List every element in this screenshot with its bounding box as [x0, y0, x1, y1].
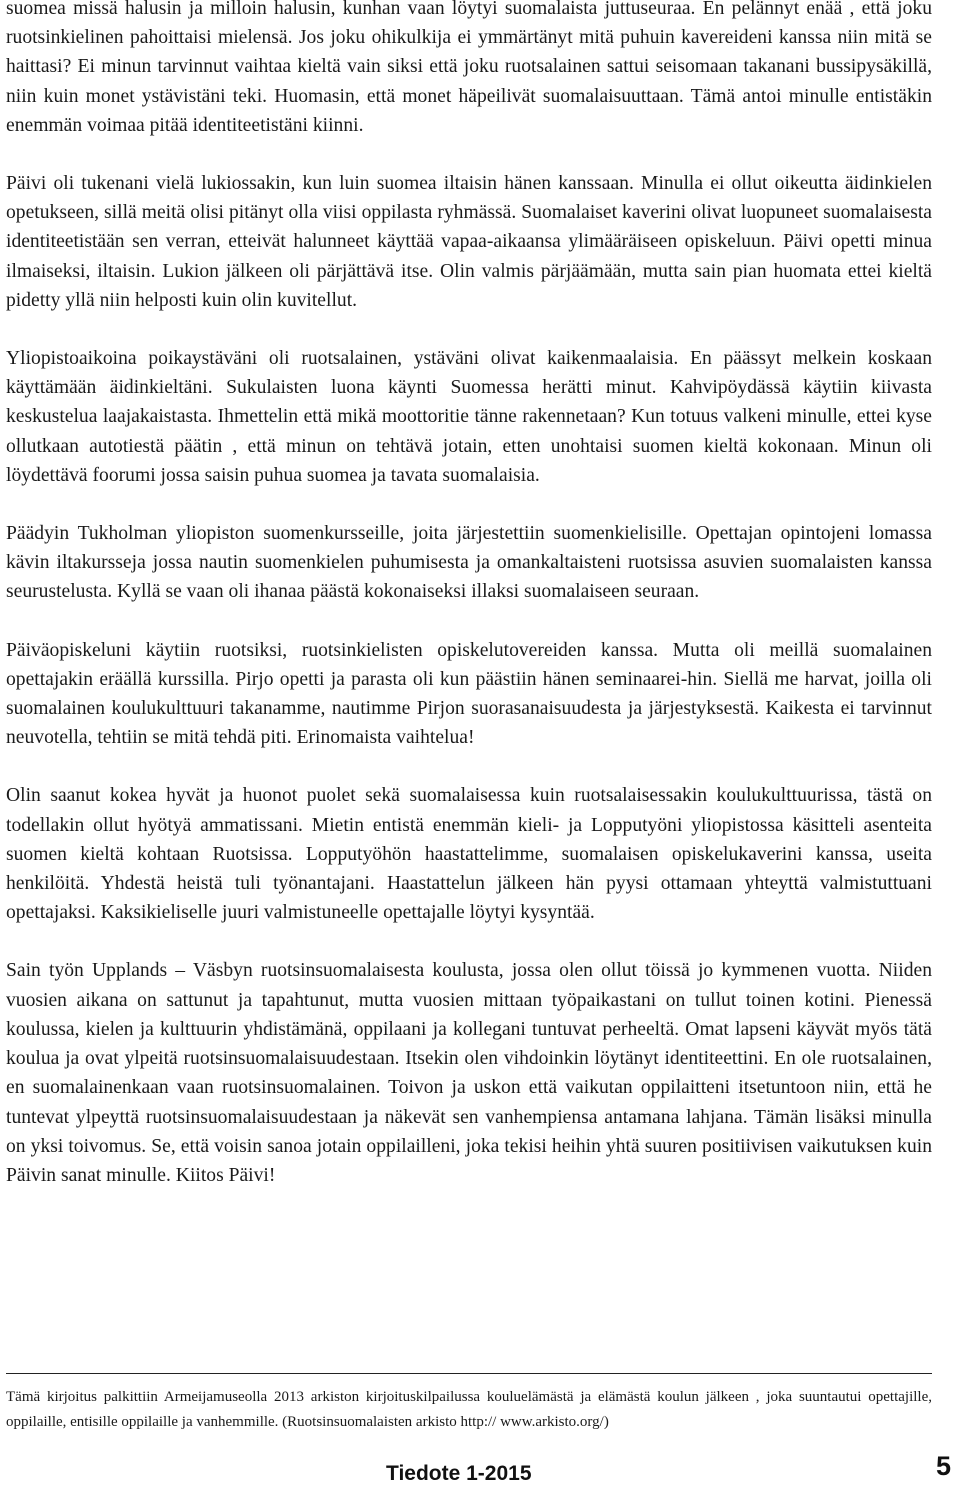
article-paragraph-1: suomea missä halusin ja milloin halusin, kunhan vaan löytyi suomalaista juttuseuraa. En pelännyt enää , että joku ruotsinkielinen pahoittaisi mielensä. Jos joku ohikulkija ei ymmärtänyt mitä puhuin kavereideni kanssa niin mitä se haittasi? Ei minun tarvinnut vaihtaa kieltä vain siksi että joku ruotsalainen sattui seisomaan takanani bussipysäkillä, niin kuin monet ystävistäni teki. Huomasin, että monet häpeilivät suomalaisuuttaan. Tämä antoi minulle entistäkin enemmän voimaa pitää identiteetistäni kiinni.: [6, 0, 932, 136]
article-body: [6, 0, 932, 1219]
article-paragraph-6: Olin saanut kokea hyvät ja huonot puolet sekä suomalaisessa kuin ruotsalaisessakin koulukulttuurissa, tästä on todellakin ollut hyötyä ammatissani. Mietin entistä enemmän kieli- ja Lopputyöni yliopistossa käsitteli asenteita suomen kieltä kohtaan Ruotsissa. Lopputyöhön haastattelimme, suomalaisen opiskelukaverini kanssa, useita henkilöitä. Yhdestä heistä tuli työnantajani. Haastattelun jälkeen hän pyysi ottamaan yhteyttä valmistuttuani opettajaksi. Kaksikieliselle juuri valmistuneelle opettajalle löytyi kysyntää.: [6, 785, 932, 924]
article-paragraph-4: Päädyin Tukholman yliopiston suomenkursseille, joita järjestettiin suomenkielisille. Opettajan opintojeni lomassa kävin iltakursseja jossa nautin suomenkielen puhumisesta ja omankaltaisteni ruotsissa asuvien suomalaisten kanssa seurustelusta. Kyllä se vaan oli ihanaa päästä kokonaiseksi illaksi suomalaiseen seuraan.: [6, 523, 932, 603]
page-number: 5: [936, 1451, 952, 1481]
article-paragraph-2: Päivi oli tukenani vielä lukiossakin, kun luin suomea iltaisin hänen kanssaan. Minulla ei ollut oikeutta äidinkielen opetukseen, sillä meitä olisi pitänyt olla viisi oppilasta ryhmässä. Suomalaiset kaverini olivat luopuneet suomalaisesta identiteetistään sen verran, etteivät halunneet käyttää vapaa-aikaansa ylimääräiseen opiskeluun. Päivi opetti minua ilmaiseksi, iltaisin. Lukion jälkeen oli pärjättävä itse. Olin valmis pärjäämään, mutta sain pian huomata ettei kieltä pidetty yllä niin helposti kuin olin kuvitellut.: [6, 173, 932, 311]
article-paragraph-5: Päiväopiskeluni käytiin ruotsiksi, ruotsinkielisten opiskelutovereiden kanssa. Mutta oli meillä suomalainen opettajakin eräällä kurssilla. Pirjo opetti ja parasta oli kun päästiin hänen seminaarei-hin. Siellä me harvat, joilla oli suomalainen koulukulttuuri takanamme, nautimme Pirjon suorasanaisuudesta ja järjestyksestä. Kaikesta ei tarvinnut neuvotella, tehtiin se mitä tehdä piti. Erinomaista vaihtelua!: [6, 639, 932, 749]
footnote: Tämä kirjoitus palkittiin Armeijamuseolla 2013 arkiston kirjoituskilpailussa kouluelämästä ja elämästä koulun jälkeen , joka suuntautui opettajille, oppilaille, entisille oppilaille ja vanhemmille. (Ruotsinsuomalaisten arkisto http:// www.arkisto.org/): [6, 1389, 932, 1430]
publication-title: Tiedote 1-2015: [386, 1462, 532, 1485]
article-paragraph-3: Yliopistoaikoina poikaystäväni oli ruotsalainen, ystäväni olivat kaikenmaalaisia. En päässyt melkein koskaan käyttämään äidinkieltäni. Sukulaisten luona käynti Suomessa herätti minut. Kahvipöydässä käytiin kiivasta keskustelua laajakaistasta. Ihmettelin että mikä moottoritie tänne rakennetaan? Kun totuus valkeni minulle, ettei kyse ollutkaan autotiestä päätin , että minun on tehtävä jotain, etten unohtaisi suomen kieltä kokonaan. Minun oli löydettävä foorumi jossa saisin puhua suomea ja tavata suomalaisia.: [6, 348, 932, 486]
footnote-divider: [6, 1373, 932, 1374]
article-paragraph-7: Sain työn Upplands – Väsbyn ruotsinsuomalaisesta koulusta, jossa olen ollut töissä jo kymmenen vuotta. Niiden vuosien aikana on sattunut ja tapahtunut, mutta vuosien mittaan työpaikastani on tullut toinen kotini. Pienessä koulussa, kielen ja kulttuurin yhdistämänä, oppilaani ja kollegani tuntuvat perheeltä. Omat lapseni käyvät myös tätä koulua ja ovat ylpeitä ruotsinsuomalaisuudestaan. Itsekin olen vihdoinkin löytänyt identiteettini. En ole ruotsalainen, en suomalainenkaan vaan ruotsinsuomalainen. Toivon ja uskon että vaikutan oppilaitteni itsetuntoon niin, että he tuntevat ylpeyttä ruotsinsuomalaisuudestaan ja näkevät sen vanhempiensa antamana lahjana. Tämän lisäksi minulla on yksi toivomus. Se, että voisin sanoa jotain oppilailleni, joka tekisi heihin yhtä suuren positiivisen vaikutuksen kuin Päivin sanat minulle. Kiitos Päivi!: [6, 960, 932, 1186]
